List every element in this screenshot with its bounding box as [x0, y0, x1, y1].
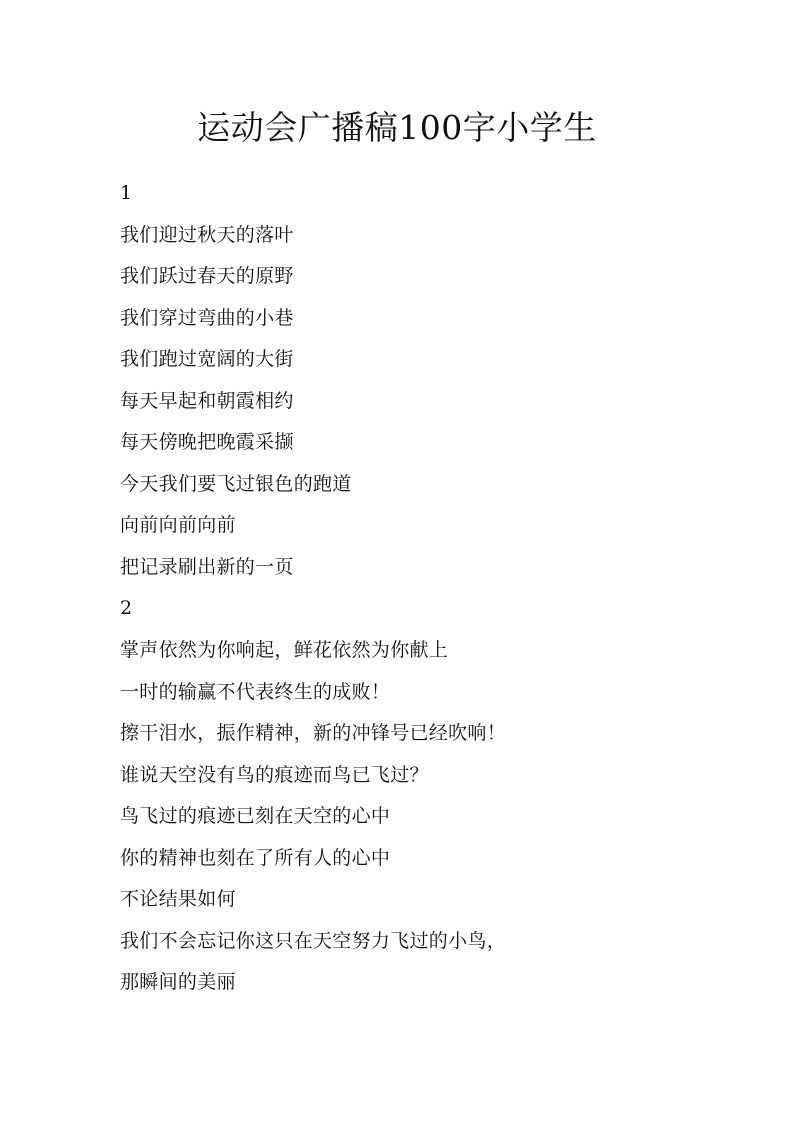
body-line: 向前向前向前	[120, 514, 236, 536]
body-line: 鸟飞过的痕迹已刻在天空的心中	[120, 805, 391, 827]
body-line: 我们迎过秋天的落叶	[120, 224, 294, 246]
section-number: 1	[120, 182, 133, 204]
body-line: 把记录刷出新的一页	[120, 556, 294, 578]
body-line: 一时的输赢不代表终生的成败！	[120, 681, 391, 703]
body-line: 每天早起和朝霞相约	[120, 390, 294, 412]
body-line: 不论结果如何	[120, 888, 236, 910]
body-line: 你的精神也刻在了所有人的心中	[120, 847, 391, 869]
body-line: 每天傍晚把晚霞采撷	[120, 431, 294, 453]
section-number: 2	[120, 597, 133, 619]
body-line: 今天我们要飞过银色的跑道	[120, 473, 352, 495]
body-line: 我们穿过弯曲的小巷	[120, 307, 294, 329]
body-line: 我们不会忘记你这只在天空努力飞过的小鸟，	[120, 930, 507, 952]
body-line: 擦干泪水，振作精神，新的冲锋号已经吹响！	[120, 722, 507, 744]
body-line: 掌声依然为你响起，鲜花依然为你献上	[120, 639, 449, 661]
body-line: 那瞬间的美丽	[120, 971, 236, 993]
body-line: 我们跑过宽阔的大街	[120, 348, 294, 370]
document-title: 运动会广播稿100字小学生	[197, 108, 597, 147]
body-line: 谁说天空没有鸟的痕迹而鸟已飞过？	[120, 764, 429, 786]
body-line: 我们跃过春天的原野	[120, 265, 294, 287]
